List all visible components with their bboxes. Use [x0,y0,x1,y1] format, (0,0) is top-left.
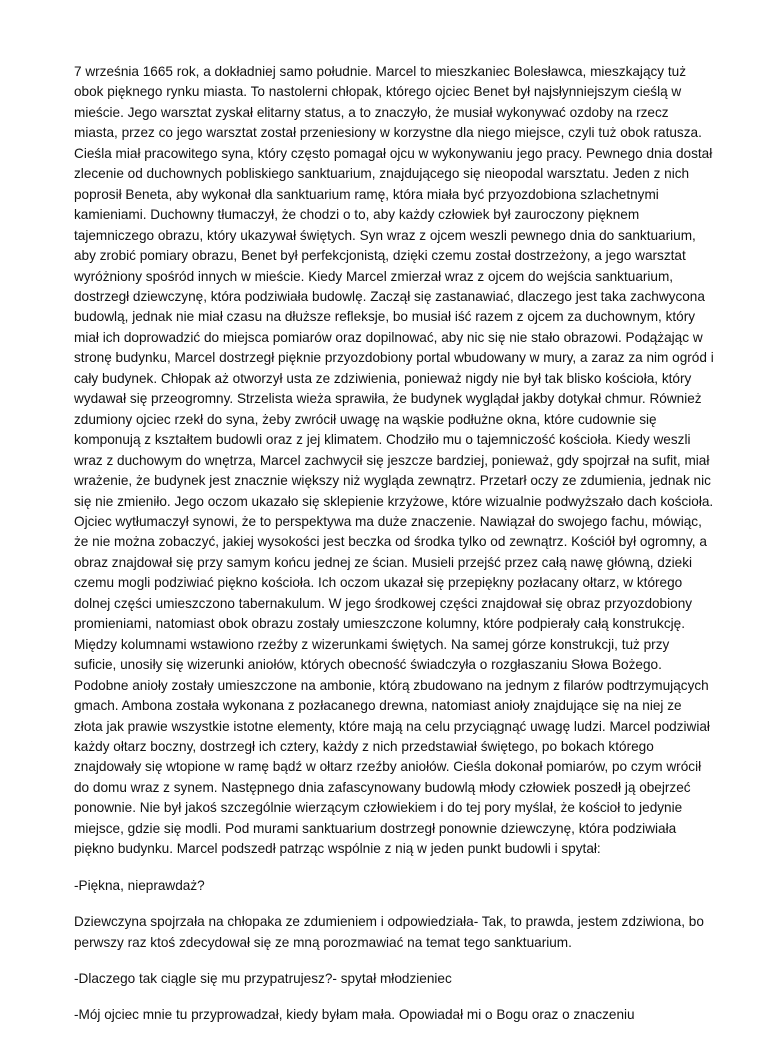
paragraph-girl-answer: Dziewczyna spojrzała na chłopaka ze zdumieniem i odpowiedziała- Tak, to prawda, jestem zdziwiona, bo perwszy raz ktoś zdecydował się ze mną porozmawiać na temat tego sanktuarium. [74,914,704,950]
paragraph-girl-story: -Mój ojciec mnie tu przyprowadzał, kiedy byłam mała. Opowiadał mi o Bogu oraz o znaczeniu [74,1007,635,1023]
document-page [74,62,714,1042]
paragraph-boy-question: -Dlaczego tak ciągle się mu przypatrujesz?- spytał młodzieniec [74,971,452,987]
paragraph-dialogue-question: -Piękna, nieprawdaż? [74,877,205,893]
paragraph-narrative: 7 września 1665 rok, a dokładniej samo południe. Marcel to mieszkaniec Bolesławca, mieszkający tuż obok pięknego rynku miasta. To nastolerni chłopak, którego ojciec Benet był najsłynniejszym cieślą w mieście. Jego warsztat zyskał elitarny status, a to znaczyło, że musiał wykonywać ozdoby na rzecz miasta, przez co jego warsztat został przeniesiony w korzystne dla niego miejsce, czyli tuż obok ratusza. Cieśla miał pracowitego syna, który często pomagał ojcu w wykonywaniu jego pracy. Pewnego dnia dostał zlecenie od duchownych pobliskiego sanktuarium, znajdującego się nieopodal warsztatu. Jeden z nich poprosił Beneta, aby wykonał dla sanktuarium ramę, która miała być przyozdobiona szlachetnymi kamieniami. Duchowny tłumaczył, że chodzi o to, aby każdy człowiek był zauroczony pięknem tajemniczego obrazu, który ukazywał świętych. Syn wraz z ojcem weszli pewnego dnia do sanktuarium, aby zrobić pomiary obrazu, Benet był perfekcjonistą, dzięki czemu został dostrzeżony, a jego warsztat wyróżniony spośród innych w mieście. Kiedy Marcel zmierzał wraz z ojcem do wejścia sanktuarium, dostrzegł dziewczynę, która podziwiała budowlę. Zaczął się zastanawiać, dlaczego jest taka zachwycona budowlą, jednak nie miał czasu na dłuższe refleksje, bo musiał iść razem z ojcem za duchownym, który miał ich doprowadzić do miejsca pomiarów oraz dopilnować, aby nic się nie stało obrazowi. Podążając w stronę budynku, Marcel dostrzegł pięknie przyozdobiony portal wbudowany w mury, a zaraz za nim ogród i cały budynek. Chłopak aż otworzył usta ze zdziwienia, ponieważ nigdy nie był tak blisko kościoła, który wydawał się przeogromny. Strzelista wieża sprawiła, że budynek wyglądał jakby dotykał chmur. Również zdumiony ojciec rzekł do syna, żeby zwrócił uwagę na wąskie podłużne okna, które cudownie się komponują z kształtem budowli oraz z jej klimatem. Chodziło mu o tajemniczość kościoła. Kiedy weszli wraz z duchowym do wnętrza, Marcel zachwycił się jeszcze bardziej, ponieważ, gdy spojrzał na sufit, miał wrażenie, że budynek jest znacznie większy niż wygląda zewnątrz. Przetarł oczy ze zdumienia, jednak nic się nie zmieniło. Jego oczom ukazało się sklepienie krzyżowe, które wizualnie podwyższało dach kościoła. Ojciec wytłumaczył synowi, że to perspektywa ma duże znaczenie. Nawiązał do swojego fachu, mówiąc, że nie można zobaczyć, jakiej wysokości jest beczka od środka tylko od zewnątrz. Kościół był ogromny, a obraz znajdował się przy samym końcu jednej ze ścian. Musieli przejść przez całą nawę główną, dzieki czemu mogli podziwiać piękno kościoła. Ich oczom ukazał się przepiękny pozłacany ołtarz, w którego dolnej części umieszczono tabernakulum. W jego środkowej części znajdował się obraz przyozdobiony promieniami, natomiast obok obrazu zostały umieszczone kolumny, które podpierały całą konstrukcję. Między kolumnami wstawiono rzeźby z wizerunkami świętych. Na samej górze konstrukcji, tuż przy suficie, unosiły się wizerunki aniołów, których obecność świadczyła o rozgłaszaniu Słowa Bożego. Podobne anioły zostały umieszczone na ambonie, którą zbudowano na jednym z filarów podtrzymujących gmach. Ambona została wykonana z pozłacanego drewna, natomiast anioły znajdujące się na niej ze złota jak prawie wszystkie istotne elementy, które mają na celu przyciągnąć uwagę ludzi. Marcel podziwiał każdy ołtarz boczny, dostrzegł ich cztery, każdy z nich przedstawiał świętego, po bokach którego znajdowały się wtopione w ramę bądź w ołtarz rzeźby aniołów. Cieśla dokonał pomiarów, po czym wrócił do domu wraz z synem. Następnego dnia zafascynowany budowlą młody człowiek poszedł ją obejrzeć ponownie. Nie był jakoś szczególnie wierzącym człowiekiem i do tej pory myślał, że kościoł to jedynie miejsce, gdzie się modli. Pod murami sanktuarium dostrzegł ponownie dziewczynę, która podziwiała piękno budynku. Marcel podszedł patrząc wspólnie z nią w jeden punkt budowli i spytał: [74,64,714,857]
